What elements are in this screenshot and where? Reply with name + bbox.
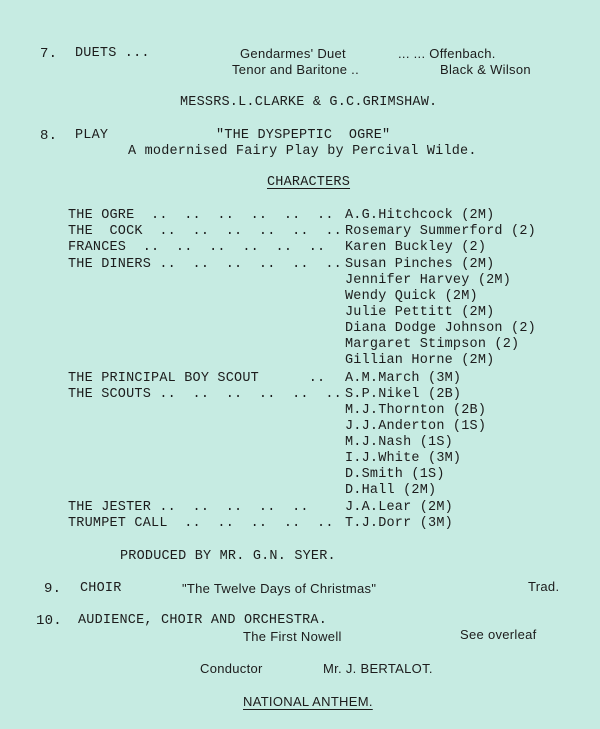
duets-piece: Gendarmes' Duet xyxy=(240,46,346,61)
cast: Jennifer Harvey (2M) xyxy=(345,273,512,288)
messrs-line: MESSRS.L.CLARKE & G.C.GRIMSHAW. xyxy=(180,95,438,110)
play-subtitle: A modernised Fairy Play by Percival Wilde. xyxy=(128,144,477,159)
duets-voices: Tenor and Baritone .. xyxy=(232,62,359,77)
role: THE PRINCIPAL BOY SCOUT .. xyxy=(68,371,326,386)
cast: Gillian Horne (2M) xyxy=(345,353,495,368)
produced-by: PRODUCED BY MR. G.N. SYER. xyxy=(120,549,336,564)
role: THE DINERS .. .. .. .. .. .. xyxy=(68,257,342,272)
item-number-10: 10. xyxy=(36,613,62,629)
cast: M.J.Thornton (2B) xyxy=(345,403,487,418)
cast: I.J.White (3M) xyxy=(345,451,462,466)
conductor-name: Mr. J. BERTALOT. xyxy=(323,661,433,676)
choir-piece: "The Twelve Days of Christmas" xyxy=(182,581,377,596)
audience-piece: The First Nowell xyxy=(243,629,342,644)
item-number-9: 9. xyxy=(44,581,62,597)
item-title-audience: AUDIENCE, CHOIR AND ORCHESTRA. xyxy=(78,613,328,628)
cast: M.J.Nash (1S) xyxy=(345,435,453,450)
duets-performers: Black & Wilson xyxy=(440,62,531,77)
audience-note: See overleaf xyxy=(460,627,537,642)
item-title-duets: DUETS ... xyxy=(75,46,150,61)
national-anthem: NATIONAL ANTHEM. xyxy=(243,694,373,709)
duets-composer: ... ... Offenbach. xyxy=(398,46,496,61)
cast: Karen Buckley (2) xyxy=(345,240,487,255)
cast: D.Smith (1S) xyxy=(345,467,445,482)
cast: Diana Dodge Johnson (2) xyxy=(345,321,536,336)
role: TRUMPET CALL .. .. .. .. .. xyxy=(68,516,334,531)
cast: Rosemary Summerford (2) xyxy=(345,224,536,239)
choir-composer: Trad. xyxy=(528,579,560,594)
role: THE SCOUTS .. .. .. .. .. .. xyxy=(68,387,342,402)
role: THE JESTER .. .. .. .. .. xyxy=(68,500,309,515)
role: FRANCES .. .. .. .. .. .. xyxy=(68,240,326,255)
item-title-play: PLAY xyxy=(75,128,109,143)
cast: A.M.March (3M) xyxy=(345,371,462,386)
cast: T.J.Dorr (3M) xyxy=(345,516,453,531)
cast: Susan Pinches (2M) xyxy=(345,257,495,272)
characters-heading: CHARACTERS xyxy=(267,175,351,190)
item-title-choir: CHOIR xyxy=(80,581,122,596)
cast: D.Hall (2M) xyxy=(345,483,437,498)
role: THE OGRE .. .. .. .. .. .. xyxy=(68,208,334,223)
cast: S.P.Nikel (2B) xyxy=(345,387,462,402)
role: THE COCK .. .. .. .. .. .. xyxy=(68,224,342,239)
cast: Margaret Stimpson (2) xyxy=(345,337,520,352)
cast: J.A.Lear (2M) xyxy=(345,500,453,515)
play-name: "THE DYSPEPTIC OGRE" xyxy=(216,128,391,143)
item-number-8: 8. xyxy=(40,128,58,144)
cast: Wendy Quick (2M) xyxy=(345,289,478,304)
item-number-7: 7. xyxy=(40,46,58,62)
cast: A.G.Hitchcock (2M) xyxy=(345,208,495,223)
conductor-label: Conductor xyxy=(200,661,263,676)
cast: Julie Pettitt (2M) xyxy=(345,305,495,320)
cast: J.J.Anderton (1S) xyxy=(345,419,487,434)
